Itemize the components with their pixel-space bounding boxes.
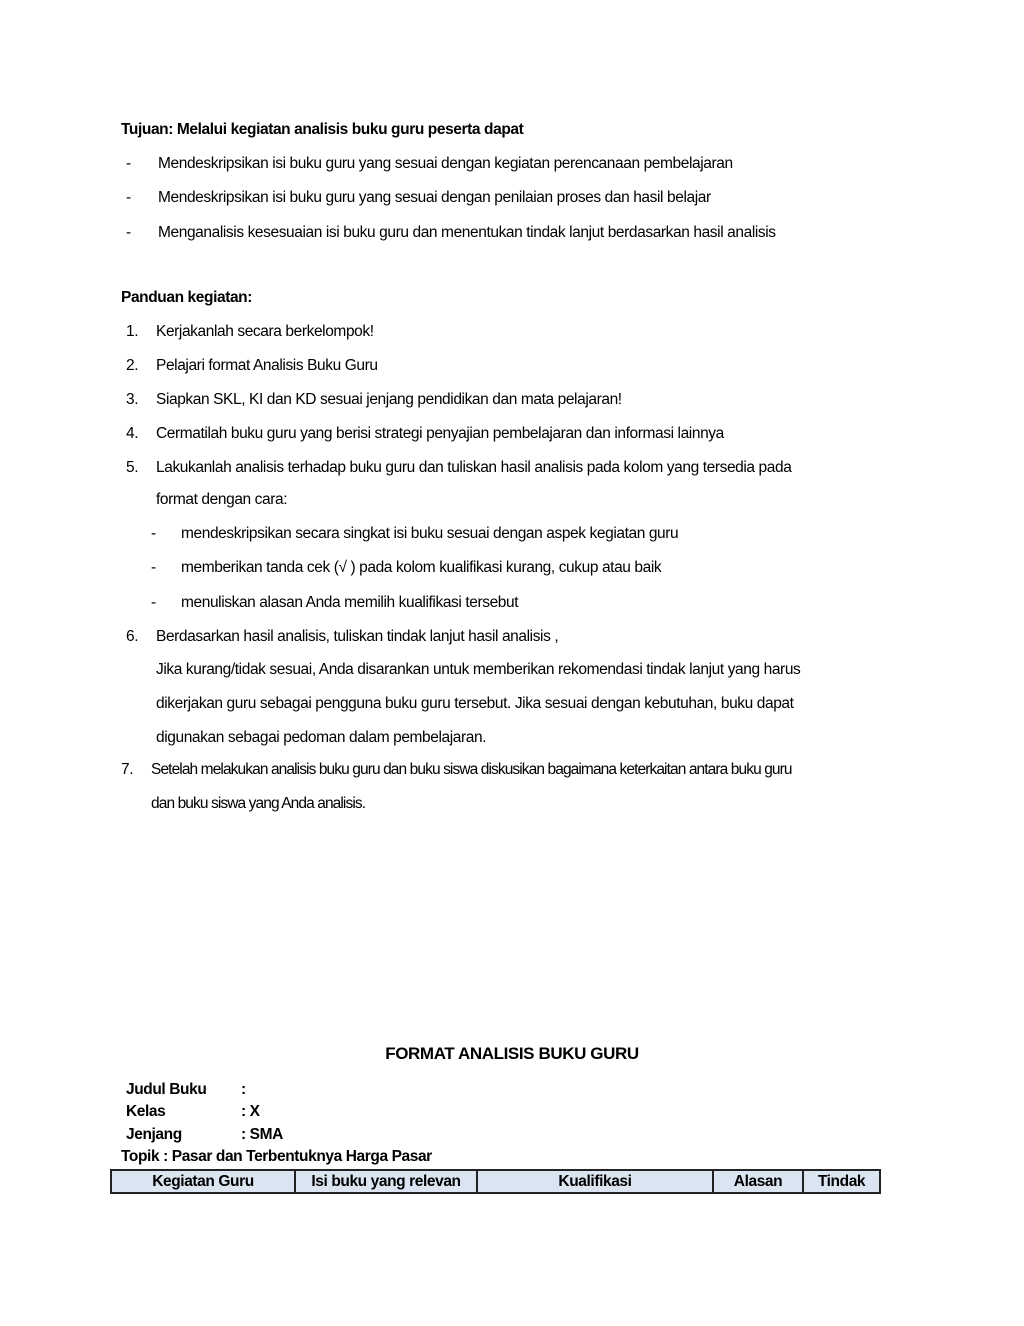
tujuan-item: Mendeskripsikan isi buku guru yang sesuai dengan kegiatan perencanaan pembelajaran <box>158 155 733 172</box>
sub-item: memberikan tanda cek (√ ) pada kolom kualifikasi kurang, cukup atau baik <box>181 559 662 576</box>
field-value: : <box>241 1081 246 1098</box>
analysis-table-header <box>110 1169 881 1194</box>
step-number: 5. <box>126 459 139 476</box>
bullet-dash: - <box>126 189 131 206</box>
panduan-heading: Panduan kegiatan: <box>121 289 253 306</box>
step-number: 4. <box>126 425 139 442</box>
step-text: Pelajari format Analisis Buku Guru <box>156 357 378 374</box>
column-header: Tindak <box>803 1170 880 1193</box>
sub-item: mendeskripsikan secara singkat isi buku sesuai dengan aspek kegiatan guru <box>181 525 679 542</box>
field-label: Kelas <box>126 1103 166 1120</box>
step-text: Siapkan SKL, KI dan KD sesuai jenjang pendidikan dan mata pelajaran! <box>156 391 622 408</box>
tujuan-item: Menganalisis kesesuaian isi buku guru dan menentukan tindak lanjut berdasarkan hasil analisis <box>158 224 776 241</box>
step-number: 1. <box>126 323 139 340</box>
step-text: Kerjakanlah secara berkelompok! <box>156 323 374 340</box>
column-header: Alasan <box>713 1170 803 1193</box>
topik-line: Topik : Pasar dan Terbentuknya Harga Pasar <box>121 1148 432 1165</box>
step-number: 3. <box>126 391 139 408</box>
sub-item: menuliskan alasan Anda memilih kualifikasi tersebut <box>181 594 519 611</box>
field-label: Judul Buku <box>126 1081 207 1098</box>
bullet-dash: - <box>126 155 131 172</box>
step-text-continued: format dengan cara: <box>156 491 288 508</box>
column-header: Kualifikasi <box>477 1170 713 1193</box>
bullet-dash: - <box>151 525 156 542</box>
field-value: : X <box>241 1103 260 1120</box>
tujuan-heading: Tujuan: Melalui kegiatan analisis buku guru peserta dapat <box>121 121 524 138</box>
step-text: Setelah melakukan analisis buku guru dan buku siswa diskusikan bagaimana keterkaitan antara buku guru <box>151 761 792 778</box>
step-text: Lakukanlah analisis terhadap buku guru dan tuliskan hasil analisis pada kolom yang tersedia pada <box>156 459 792 476</box>
field-value: : SMA <box>241 1126 283 1143</box>
bullet-dash: - <box>126 224 131 241</box>
step-number: 7. <box>121 761 134 778</box>
step-extra: dikerjakan guru sebagai pengguna buku guru tersebut. Jika sesuai dengan kebutuhan, buku dapat <box>156 695 794 712</box>
step-text: Cermatilah buku guru yang berisi strategi penyajian pembelajaran dan informasi lainnya <box>156 425 724 442</box>
step-extra: digunakan sebagai pedoman dalam pembelajaran. <box>156 729 487 746</box>
format-title: FORMAT ANALISIS BUKU GURU <box>385 1044 639 1063</box>
step-number: 2. <box>126 357 139 374</box>
step-text-continued: dan buku siswa yang Anda analisis. <box>151 795 366 812</box>
step-number: 6. <box>126 628 139 645</box>
step-extra: Jika kurang/tidak sesuai, Anda disarankan untuk memberikan rekomendasi tindak lanjut yang harus <box>156 661 801 678</box>
field-label: Jenjang <box>126 1126 182 1143</box>
step-text: Berdasarkan hasil analisis, tuliskan tindak lanjut hasil analisis , <box>156 628 559 645</box>
column-header: Kegiatan Guru <box>111 1170 295 1193</box>
tujuan-item: Mendeskripsikan isi buku guru yang sesuai dengan penilaian proses dan hasil belajar <box>158 189 711 206</box>
bullet-dash: - <box>151 559 156 576</box>
bullet-dash: - <box>151 594 156 611</box>
column-header: Isi buku yang relevan <box>295 1170 477 1193</box>
